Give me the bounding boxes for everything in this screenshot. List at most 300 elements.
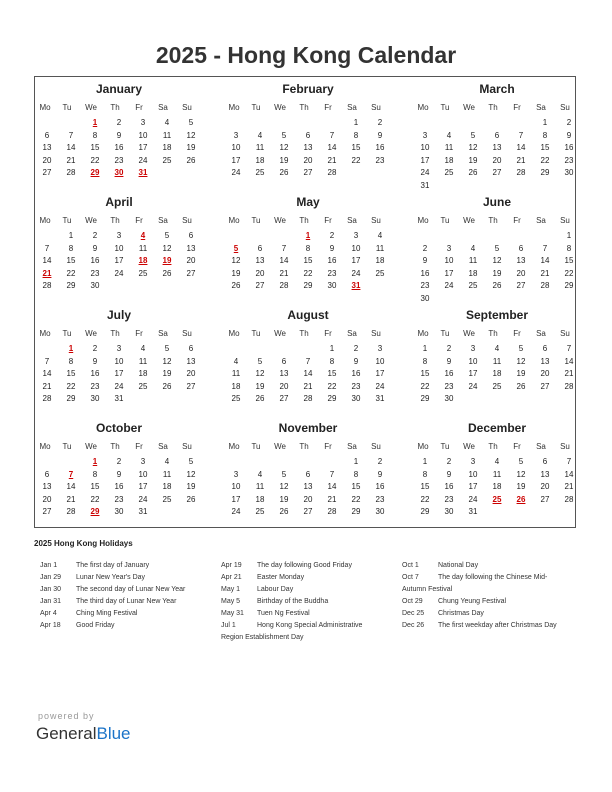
empty-cell xyxy=(413,117,437,130)
day: 25 xyxy=(492,381,502,391)
holiday-date: Apr 4 xyxy=(40,610,57,617)
empty-cell xyxy=(320,117,344,130)
month-june xyxy=(413,194,581,306)
day: 25 xyxy=(444,168,454,178)
day: 8 xyxy=(422,469,428,479)
day: 8 xyxy=(68,356,74,366)
day: 7 xyxy=(281,243,287,253)
day: 4 xyxy=(494,344,500,353)
day: 19 xyxy=(516,482,526,492)
day: 25 xyxy=(162,494,172,504)
day: 5 xyxy=(518,344,524,353)
day: 12 xyxy=(279,482,289,492)
weekday-label: Fr xyxy=(513,442,521,451)
days-grid xyxy=(224,343,392,406)
day: 1 xyxy=(353,118,359,127)
day: 11 xyxy=(231,369,241,379)
day: 23 xyxy=(564,155,574,165)
empty-cell xyxy=(248,343,272,356)
day: 4 xyxy=(494,457,500,466)
day: 16 xyxy=(90,369,100,379)
day: 9 xyxy=(422,256,428,266)
day: 2 xyxy=(116,118,122,127)
day: 13 xyxy=(303,143,313,153)
day: 15 xyxy=(540,143,550,153)
month-april xyxy=(35,194,203,293)
day: 7 xyxy=(305,356,311,366)
empty-cell xyxy=(224,343,248,356)
empty-cell xyxy=(461,117,485,130)
empty-cell xyxy=(485,230,509,243)
holiday-row xyxy=(402,572,582,584)
month-name: June xyxy=(482,195,511,209)
days-grid xyxy=(35,343,203,406)
month-name: July xyxy=(106,308,131,322)
day: 31 xyxy=(468,507,478,517)
weekday-label: Fr xyxy=(135,103,143,112)
weekday-header xyxy=(35,439,203,454)
day: 18 xyxy=(468,268,478,278)
month-august xyxy=(224,307,392,406)
weekday-label: We xyxy=(85,442,97,451)
day: 1 xyxy=(422,344,428,353)
days-grid xyxy=(35,456,203,519)
weekday-label: Su xyxy=(182,442,192,451)
holiday-day: 30 xyxy=(114,168,124,178)
weekday-label: Fr xyxy=(513,103,521,112)
empty-cell xyxy=(248,230,272,243)
day: 29 xyxy=(564,281,574,291)
day: 23 xyxy=(444,494,454,504)
day: 15 xyxy=(90,482,100,492)
holiday-row xyxy=(402,620,582,632)
day: 5 xyxy=(518,457,524,466)
day: 20 xyxy=(42,494,52,504)
weekday-label: Su xyxy=(182,216,192,225)
day: 21 xyxy=(564,369,574,379)
weekday-label: Sa xyxy=(158,216,168,225)
month-name: November xyxy=(278,421,338,435)
day: 29 xyxy=(420,507,430,517)
day: 17 xyxy=(138,482,148,492)
day: 10 xyxy=(444,256,454,266)
day: 26 xyxy=(186,494,196,504)
weekday-label: Mo xyxy=(417,103,429,112)
weekday-label: Sa xyxy=(347,103,357,112)
day: 30 xyxy=(114,507,124,517)
day: 2 xyxy=(422,243,428,253)
day: 8 xyxy=(92,469,98,479)
day: 1 xyxy=(542,118,548,127)
weekday-label: Fr xyxy=(324,103,332,112)
holiday-day: 5 xyxy=(233,243,239,253)
day: 10 xyxy=(231,143,241,153)
day: 8 xyxy=(68,243,74,253)
day: 20 xyxy=(540,369,550,379)
day: 17 xyxy=(138,143,148,153)
day: 19 xyxy=(279,155,289,165)
day: 9 xyxy=(92,356,98,366)
day: 28 xyxy=(42,394,52,404)
day: 2 xyxy=(446,344,452,353)
holiday-day: 21 xyxy=(42,268,52,278)
day: 13 xyxy=(516,256,526,266)
holiday-day: 1 xyxy=(68,344,74,353)
day: 29 xyxy=(351,507,361,517)
day: 18 xyxy=(444,155,454,165)
holiday-name-continued: Region Establishment Day xyxy=(221,634,304,641)
weekday-label: Th xyxy=(110,329,120,338)
holiday-name-continued: Autumn Festival xyxy=(402,586,453,593)
day: 20 xyxy=(186,256,196,266)
weekday-label: Th xyxy=(299,442,309,451)
weekday-label: Th xyxy=(488,216,498,225)
day: 16 xyxy=(444,369,454,379)
day: 10 xyxy=(375,356,385,366)
holiday-name: The second day of Lunar New Year xyxy=(76,586,186,593)
holiday-day: 25 xyxy=(492,494,502,504)
day: 11 xyxy=(468,256,478,266)
holiday-day: 1 xyxy=(92,457,98,466)
empty-cell xyxy=(509,230,533,243)
day: 26 xyxy=(162,381,172,391)
empty-cell xyxy=(59,456,83,469)
day: 18 xyxy=(162,482,172,492)
day: 7 xyxy=(68,130,74,140)
day: 10 xyxy=(468,356,478,366)
weekday-label: Tu xyxy=(440,216,450,225)
holiday-row xyxy=(40,560,220,572)
day: 11 xyxy=(492,356,502,366)
day: 9 xyxy=(116,130,122,140)
day: 3 xyxy=(116,344,122,353)
weekday-label: Tu xyxy=(440,442,450,451)
day: 13 xyxy=(186,243,196,253)
holiday-day: 29 xyxy=(90,168,100,178)
day: 22 xyxy=(420,381,430,391)
weekday-label: Sa xyxy=(536,442,546,451)
holiday-name: Good Friday xyxy=(76,622,115,629)
day: 7 xyxy=(44,243,50,253)
weekday-label: Sa xyxy=(536,329,546,338)
holiday-date: Jan 31 xyxy=(40,598,62,605)
day: 12 xyxy=(468,143,478,153)
holiday-day: 31 xyxy=(138,168,148,178)
weekday-header xyxy=(35,326,203,341)
day: 14 xyxy=(327,482,337,492)
day: 6 xyxy=(188,344,194,353)
weekday-label: Su xyxy=(371,329,381,338)
holiday-name: The day following the Chinese Mid- xyxy=(438,574,548,581)
day: 17 xyxy=(114,256,124,266)
day: 27 xyxy=(279,394,289,404)
day: 25 xyxy=(138,268,148,278)
day: 23 xyxy=(90,268,100,278)
day: 24 xyxy=(468,381,478,391)
day: 6 xyxy=(542,457,548,466)
holiday-column xyxy=(40,560,220,632)
day: 2 xyxy=(377,457,383,466)
day: 6 xyxy=(305,469,311,479)
day: 12 xyxy=(492,256,502,266)
weekday-header xyxy=(35,213,203,228)
weekday-label: We xyxy=(463,103,475,112)
weekday-label: Su xyxy=(371,216,381,225)
weekday-label: Tu xyxy=(440,103,450,112)
weekday-header xyxy=(413,326,581,341)
day: 5 xyxy=(188,457,194,466)
day: 19 xyxy=(279,494,289,504)
day: 3 xyxy=(422,130,428,140)
day: 29 xyxy=(66,281,76,291)
brand-general: General xyxy=(36,724,97,743)
page-title: 2025 - Hong Kong Calendar xyxy=(155,42,457,68)
day: 5 xyxy=(281,469,287,479)
day: 26 xyxy=(279,507,289,517)
day: 13 xyxy=(303,482,313,492)
day: 2 xyxy=(446,457,452,466)
day: 4 xyxy=(140,344,146,353)
day: 30 xyxy=(90,281,100,291)
weekday-label: Tu xyxy=(62,329,72,338)
day: 18 xyxy=(492,369,502,379)
weekday-label: Mo xyxy=(228,103,240,112)
day: 22 xyxy=(351,494,361,504)
holiday-name: Labour Day xyxy=(257,586,294,593)
day: 28 xyxy=(564,494,574,504)
empty-cell xyxy=(35,117,59,130)
weekday-header xyxy=(224,213,392,228)
weekday-label: Tu xyxy=(440,329,450,338)
days-grid xyxy=(413,343,581,406)
day: 12 xyxy=(231,256,241,266)
days-grid xyxy=(224,230,392,293)
day: 25 xyxy=(138,381,148,391)
weekday-label: Fr xyxy=(513,216,521,225)
day: 17 xyxy=(444,268,454,278)
holiday-name: Easter Monday xyxy=(257,574,305,581)
day: 1 xyxy=(353,457,359,466)
day: 8 xyxy=(353,130,359,140)
day: 21 xyxy=(279,268,289,278)
weekday-label: Fr xyxy=(324,442,332,451)
day: 27 xyxy=(186,381,196,391)
weekday-label: We xyxy=(274,216,286,225)
holiday-date: Jan 1 xyxy=(40,562,58,569)
month-name: March xyxy=(479,82,515,96)
day: 26 xyxy=(492,281,502,291)
day: 17 xyxy=(231,494,241,504)
day: 9 xyxy=(446,469,452,479)
weekday-header xyxy=(413,213,581,228)
powered-by-text: powered by xyxy=(38,711,95,721)
day: 16 xyxy=(327,256,337,266)
weekday-label: Su xyxy=(182,329,192,338)
empty-cell xyxy=(296,456,320,469)
day: 11 xyxy=(162,469,172,479)
day: 17 xyxy=(114,369,124,379)
day: 13 xyxy=(186,356,196,366)
day: 27 xyxy=(303,168,313,178)
weekday-label: Su xyxy=(560,103,570,112)
weekday-label: Su xyxy=(560,216,570,225)
holiday-day: 29 xyxy=(90,507,100,517)
day: 25 xyxy=(255,168,265,178)
empty-cell xyxy=(437,230,461,243)
day: 27 xyxy=(42,507,52,517)
day: 24 xyxy=(231,507,241,517)
empty-cell xyxy=(35,230,59,243)
weekday-label: Mo xyxy=(39,442,51,451)
day: 6 xyxy=(305,130,311,140)
day: 14 xyxy=(42,256,52,266)
empty-cell xyxy=(224,230,248,243)
empty-cell xyxy=(413,230,437,243)
day: 4 xyxy=(164,118,170,127)
day: 30 xyxy=(90,394,100,404)
weekday-label: Th xyxy=(299,103,309,112)
weekday-label: Tu xyxy=(62,442,72,451)
day: 8 xyxy=(566,243,572,253)
day: 21 xyxy=(327,155,337,165)
day: 28 xyxy=(66,507,76,517)
day: 13 xyxy=(42,482,52,492)
day: 15 xyxy=(66,256,76,266)
day: 22 xyxy=(564,268,574,278)
holiday-row xyxy=(402,608,582,620)
weekday-label: Th xyxy=(488,329,498,338)
empty-cell xyxy=(437,117,461,130)
empty-cell xyxy=(248,117,272,130)
days-grid xyxy=(413,456,581,519)
day: 20 xyxy=(303,155,313,165)
holiday-column xyxy=(221,560,401,644)
day: 29 xyxy=(420,394,430,404)
day: 5 xyxy=(164,344,170,353)
day: 6 xyxy=(44,130,50,140)
weekday-label: Su xyxy=(371,442,381,451)
day: 17 xyxy=(351,256,361,266)
day: 10 xyxy=(420,143,430,153)
day: 2 xyxy=(329,231,335,240)
holiday-name: The first day of January xyxy=(76,562,150,569)
day: 18 xyxy=(231,381,241,391)
day: 9 xyxy=(446,356,452,366)
day: 24 xyxy=(114,268,124,278)
holiday-row xyxy=(221,608,401,620)
day: 11 xyxy=(492,469,502,479)
day: 14 xyxy=(327,143,337,153)
day: 16 xyxy=(90,256,100,266)
weekday-label: Su xyxy=(560,442,570,451)
holiday-row xyxy=(402,560,582,572)
generalblue-logo[interactable] xyxy=(36,724,131,744)
day: 27 xyxy=(42,168,52,178)
holiday-name: Chung Yeung Festival xyxy=(438,598,507,605)
weekday-label: We xyxy=(274,442,286,451)
month-december xyxy=(413,420,581,519)
day: 2 xyxy=(353,344,359,353)
day: 7 xyxy=(518,130,524,140)
day: 20 xyxy=(186,369,196,379)
holiday-name: Hong Kong Special Administrative xyxy=(257,622,363,629)
day: 15 xyxy=(351,482,361,492)
holiday-date: May 31 xyxy=(221,610,244,617)
day: 1 xyxy=(566,231,572,240)
day: 24 xyxy=(444,281,454,291)
empty-cell xyxy=(509,117,533,130)
day: 24 xyxy=(351,268,361,278)
day: 22 xyxy=(90,494,100,504)
day: 28 xyxy=(516,168,526,178)
day: 26 xyxy=(516,381,526,391)
day: 14 xyxy=(66,143,76,153)
day: 28 xyxy=(564,381,574,391)
day: 23 xyxy=(444,381,454,391)
weekday-label: Su xyxy=(560,329,570,338)
empty-cell xyxy=(272,343,296,356)
days-grid xyxy=(224,456,392,519)
day: 31 xyxy=(420,180,430,190)
day: 5 xyxy=(164,231,170,240)
holiday-row xyxy=(221,596,401,608)
day: 13 xyxy=(279,369,289,379)
day: 28 xyxy=(327,168,337,178)
holiday-day: 1 xyxy=(92,118,98,127)
day: 5 xyxy=(188,118,194,127)
weekday-label: Th xyxy=(299,216,309,225)
day: 26 xyxy=(186,155,196,165)
weekday-label: Sa xyxy=(158,329,168,338)
day: 29 xyxy=(540,168,550,178)
day: 7 xyxy=(542,243,548,253)
day: 15 xyxy=(420,482,430,492)
month-name: February xyxy=(282,82,334,96)
month-march xyxy=(413,81,581,193)
day: 17 xyxy=(231,155,241,165)
day: 26 xyxy=(255,394,265,404)
day: 20 xyxy=(279,381,289,391)
day: 30 xyxy=(444,394,454,404)
day: 1 xyxy=(68,231,74,240)
day: 10 xyxy=(468,469,478,479)
day: 4 xyxy=(233,356,239,366)
weekday-label: Fr xyxy=(135,329,143,338)
weekday-label: Th xyxy=(488,442,498,451)
day: 22 xyxy=(540,155,550,165)
day: 3 xyxy=(377,344,383,353)
holiday-date: Oct 1 xyxy=(402,562,419,569)
day: 26 xyxy=(231,281,241,291)
holiday-row xyxy=(40,620,220,632)
holiday-row xyxy=(221,572,401,584)
holiday-name: Ching Ming Festival xyxy=(76,610,138,617)
weekday-label: Sa xyxy=(347,216,357,225)
weekday-label: We xyxy=(463,442,475,451)
weekday-label: Fr xyxy=(135,442,143,451)
weekday-label: Mo xyxy=(228,329,240,338)
holiday-date: Jan 29 xyxy=(40,574,62,581)
weekday-label: We xyxy=(463,329,475,338)
month-october xyxy=(35,420,203,519)
day: 10 xyxy=(138,469,148,479)
empty-cell xyxy=(296,117,320,130)
day: 20 xyxy=(255,268,265,278)
day: 24 xyxy=(375,381,385,391)
weekday-label: Mo xyxy=(228,216,240,225)
day: 26 xyxy=(162,268,172,278)
weekday-label: Su xyxy=(371,103,381,112)
